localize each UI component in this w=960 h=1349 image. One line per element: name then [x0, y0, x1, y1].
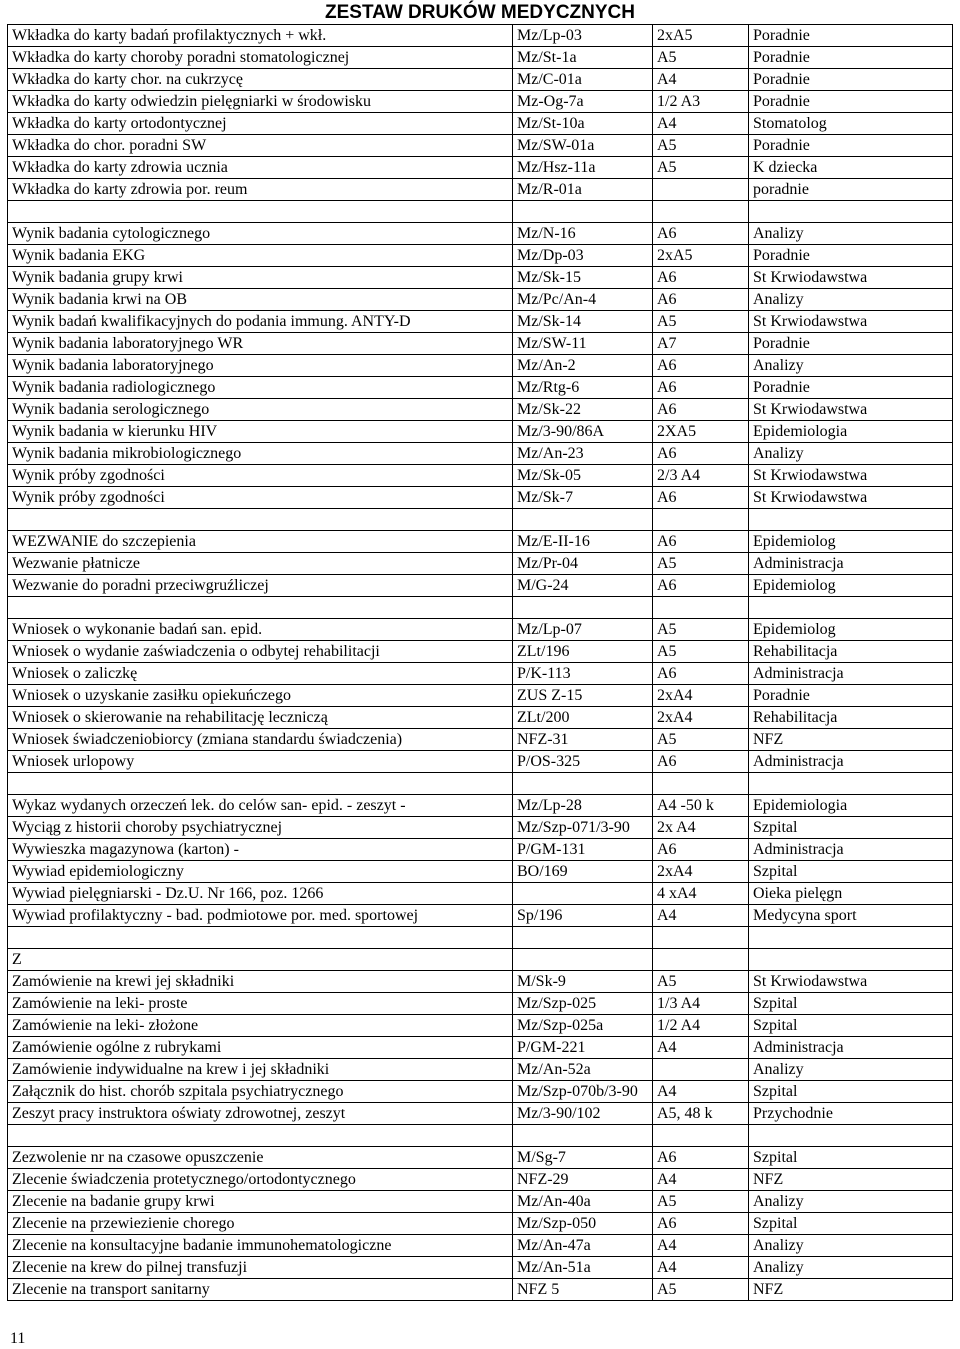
department-cell: Szpital — [749, 1213, 953, 1235]
paper-format-cell: A6 — [653, 487, 749, 509]
department-cell — [749, 1125, 953, 1147]
form-name-cell: Zezwolenie nr na czasowe opuszczenie — [8, 1147, 513, 1169]
form-name-cell — [8, 773, 513, 795]
paper-format-cell: 2xA4 — [653, 861, 749, 883]
table-row — [8, 509, 953, 531]
paper-format-cell: A6 — [653, 267, 749, 289]
paper-format-cell: A6 — [653, 839, 749, 861]
department-cell: Analizy — [749, 1235, 953, 1257]
form-name-cell — [8, 597, 513, 619]
department-cell: Administracja — [749, 1037, 953, 1059]
table-row — [8, 289, 953, 311]
department-cell: Poradnie — [749, 91, 953, 113]
form-name-cell: Wynik badania laboratoryjnego — [8, 355, 513, 377]
table-row — [8, 465, 953, 487]
table-row — [8, 685, 953, 707]
form-code-cell: Mz/SW-11 — [513, 333, 653, 355]
paper-format-cell — [653, 597, 749, 619]
form-code-cell: Mz/An-47a — [513, 1235, 653, 1257]
paper-format-cell — [653, 1059, 749, 1081]
department-cell: Szpital — [749, 993, 953, 1015]
paper-format-cell — [653, 1125, 749, 1147]
table-row — [8, 861, 953, 883]
form-code-cell: Mz/Rtg-6 — [513, 377, 653, 399]
department-cell: St Krwiodawstwa — [749, 399, 953, 421]
form-name-cell: Wynik badania w kierunku HIV — [8, 421, 513, 443]
form-name-cell: Wkładka do karty ortodontycznej — [8, 113, 513, 135]
department-cell: Szpital — [749, 817, 953, 839]
paper-format-cell: 2xA5 — [653, 245, 749, 267]
form-code-cell: NFZ-29 — [513, 1169, 653, 1191]
department-cell: Oieka pielęgn — [749, 883, 953, 905]
department-cell: NFZ — [749, 1279, 953, 1301]
form-code-cell: Mz/E-II-16 — [513, 531, 653, 553]
form-code-cell: Mz/Lp-07 — [513, 619, 653, 641]
table-row — [8, 201, 953, 223]
table-row — [8, 1235, 953, 1257]
form-name-cell: Zeszyt pracy instruktora oświaty zdrowotnej, zeszyt — [8, 1103, 513, 1125]
form-name-cell: Wywiad pielęgniarski - Dz.U. Nr 166, poz. 1266 — [8, 883, 513, 905]
form-name-cell: Wkładka do karty odwiedzin pielęgniarki w środowisku — [8, 91, 513, 113]
table-row — [8, 1147, 953, 1169]
department-cell: Epidemiolog — [749, 531, 953, 553]
form-code-cell: Mz/Lp-28 — [513, 795, 653, 817]
form-name-cell: Wniosek świadczeniobiorcy (zmiana standardu świadczenia) — [8, 729, 513, 751]
table-row — [8, 399, 953, 421]
form-name-cell: Wniosek o wykonanie badań san. epid. — [8, 619, 513, 641]
form-code-cell: M/Sk-9 — [513, 971, 653, 993]
table-row — [8, 135, 953, 157]
form-code-cell — [513, 949, 653, 971]
form-name-cell: Wynik badań kwalifikacyjnych do podania immung. ANTY-D — [8, 311, 513, 333]
form-name-cell — [8, 509, 513, 531]
paper-format-cell — [653, 773, 749, 795]
form-code-cell: Mz/C-01a — [513, 69, 653, 91]
paper-format-cell: A4 — [653, 1257, 749, 1279]
department-cell: Poradnie — [749, 47, 953, 69]
form-code-cell: Mz/Dp-03 — [513, 245, 653, 267]
department-cell: St Krwiodawstwa — [749, 487, 953, 509]
table-row — [8, 751, 953, 773]
paper-format-cell: 2/3 A4 — [653, 465, 749, 487]
form-code-cell — [513, 201, 653, 223]
paper-format-cell: A4 — [653, 1037, 749, 1059]
form-code-cell: M/G-24 — [513, 575, 653, 597]
table-row — [8, 69, 953, 91]
form-name-cell: Zamówienie ogólne z rubrykami — [8, 1037, 513, 1059]
department-cell — [749, 597, 953, 619]
table-row — [8, 839, 953, 861]
table-row — [8, 971, 953, 993]
paper-format-cell: A6 — [653, 751, 749, 773]
form-code-cell — [513, 883, 653, 905]
table-row — [8, 1081, 953, 1103]
table-row — [8, 905, 953, 927]
department-cell: Poradnie — [749, 245, 953, 267]
department-cell: Szpital — [749, 1081, 953, 1103]
paper-format-cell: A5 — [653, 971, 749, 993]
paper-format-cell: 1/2 A4 — [653, 1015, 749, 1037]
form-name-cell — [8, 201, 513, 223]
department-cell: Szpital — [749, 861, 953, 883]
form-name-cell: Wynik badania EKG — [8, 245, 513, 267]
form-name-cell: Wniosek o skierowanie na rehabilitację leczniczą — [8, 707, 513, 729]
form-name-cell: Wkładka do karty chor. na cukrzycę — [8, 69, 513, 91]
department-cell: K dziecka — [749, 157, 953, 179]
form-code-cell: Mz/Hsz-11a — [513, 157, 653, 179]
table-row — [8, 773, 953, 795]
department-cell: St Krwiodawstwa — [749, 311, 953, 333]
form-name-cell: Wynik badania serologicznego — [8, 399, 513, 421]
form-name-cell: Wynik próby zgodności — [8, 487, 513, 509]
department-cell: Epidemiologia — [749, 795, 953, 817]
form-code-cell: NFZ 5 — [513, 1279, 653, 1301]
form-name-cell: Wynik badania krwi na OB — [8, 289, 513, 311]
paper-format-cell: A5 — [653, 157, 749, 179]
table-row — [8, 553, 953, 575]
paper-format-cell: A6 — [653, 377, 749, 399]
department-cell: Epidemiolog — [749, 619, 953, 641]
table-row — [8, 377, 953, 399]
form-code-cell: P/K-113 — [513, 663, 653, 685]
form-code-cell: ZLt/200 — [513, 707, 653, 729]
form-code-cell: Mz/Sk-15 — [513, 267, 653, 289]
paper-format-cell: A4 — [653, 1169, 749, 1191]
form-code-cell — [513, 1125, 653, 1147]
department-cell: Poradnie — [749, 135, 953, 157]
table-row — [8, 311, 953, 333]
department-cell: St Krwiodawstwa — [749, 267, 953, 289]
table-row — [8, 1125, 953, 1147]
paper-format-cell: A4 — [653, 1081, 749, 1103]
paper-format-cell: A5 — [653, 47, 749, 69]
department-cell — [749, 509, 953, 531]
form-code-cell: Mz/An-52a — [513, 1059, 653, 1081]
form-code-cell: Mz/Sk-22 — [513, 399, 653, 421]
paper-format-cell: 2xA4 — [653, 685, 749, 707]
department-cell: St Krwiodawstwa — [749, 971, 953, 993]
form-name-cell: Zlecenie na konsultacyjne badanie immunohematologiczne — [8, 1235, 513, 1257]
form-name-cell: Zamówienie indywidualne na krew i jej składniki — [8, 1059, 513, 1081]
form-code-cell — [513, 509, 653, 531]
department-cell: Analizy — [749, 355, 953, 377]
department-cell — [749, 773, 953, 795]
paper-format-cell: 1/3 A4 — [653, 993, 749, 1015]
form-code-cell: Mz/An-40a — [513, 1191, 653, 1213]
form-name-cell: Wywiad profilaktyczny - bad. podmiotowe por. med. sportowej — [8, 905, 513, 927]
form-code-cell: Mz/N-16 — [513, 223, 653, 245]
paper-format-cell: A6 — [653, 355, 749, 377]
paper-format-cell: A6 — [653, 1147, 749, 1169]
department-cell: Rehabilitacja — [749, 707, 953, 729]
table-row — [8, 531, 953, 553]
paper-format-cell: A4 — [653, 113, 749, 135]
table-row — [8, 355, 953, 377]
paper-format-cell: 2xA5 — [653, 25, 749, 47]
form-code-cell: BO/169 — [513, 861, 653, 883]
form-code-cell: Mz/Sk-7 — [513, 487, 653, 509]
paper-format-cell: A5 — [653, 135, 749, 157]
department-cell: Stomatolog — [749, 113, 953, 135]
form-code-cell — [513, 773, 653, 795]
form-name-cell: Wniosek o zaliczkę — [8, 663, 513, 685]
form-name-cell: Wniosek o wydanie zaświadczenia o odbytej rehabilitacji — [8, 641, 513, 663]
paper-format-cell: A7 — [653, 333, 749, 355]
table-row — [8, 223, 953, 245]
department-cell: Poradnie — [749, 333, 953, 355]
form-code-cell: Mz/St-10a — [513, 113, 653, 135]
department-cell: Przychodnie — [749, 1103, 953, 1125]
table-row — [8, 795, 953, 817]
paper-format-cell: 2xA4 — [653, 707, 749, 729]
table-row — [8, 179, 953, 201]
paper-format-cell: A4 — [653, 1235, 749, 1257]
table-row — [8, 113, 953, 135]
form-code-cell: Mz/An-2 — [513, 355, 653, 377]
table-row — [8, 333, 953, 355]
form-code-cell: Mz/R-01a — [513, 179, 653, 201]
paper-format-cell: A6 — [653, 663, 749, 685]
page-number: 11 — [10, 1330, 26, 1347]
department-cell: St Krwiodawstwa — [749, 465, 953, 487]
form-name-cell: Wkładka do karty zdrowia ucznia — [8, 157, 513, 179]
form-code-cell: Mz/Szp-050 — [513, 1213, 653, 1235]
form-code-cell: Mz/Szp-071/3-90 — [513, 817, 653, 839]
table-row — [8, 421, 953, 443]
form-code-cell: P/OS-325 — [513, 751, 653, 773]
table-row — [8, 729, 953, 751]
department-cell: Epidemiolog — [749, 575, 953, 597]
table-row — [8, 25, 953, 47]
paper-format-cell — [653, 927, 749, 949]
paper-format-cell: A6 — [653, 575, 749, 597]
form-name-cell: Wywieszka magazynowa (karton) - — [8, 839, 513, 861]
form-code-cell: Mz/Sk-05 — [513, 465, 653, 487]
form-code-cell: P/GM-131 — [513, 839, 653, 861]
form-code-cell: Mz/St-1a — [513, 47, 653, 69]
form-code-cell: Mz-Og-7a — [513, 91, 653, 113]
paper-format-cell: A5 — [653, 1279, 749, 1301]
department-cell: Analizy — [749, 289, 953, 311]
paper-format-cell: 4 xA4 — [653, 883, 749, 905]
paper-format-cell: A6 — [653, 531, 749, 553]
table-row — [8, 1059, 953, 1081]
form-name-cell: Wyciąg z historii choroby psychiatrycznej — [8, 817, 513, 839]
form-name-cell: Zlecenie na przewiezienie chorego — [8, 1213, 513, 1235]
table-row — [8, 47, 953, 69]
form-code-cell: ZUS Z-15 — [513, 685, 653, 707]
department-cell — [749, 927, 953, 949]
department-cell — [749, 201, 953, 223]
paper-format-cell — [653, 509, 749, 531]
table-row — [8, 883, 953, 905]
form-code-cell: Mz/Pc/An-4 — [513, 289, 653, 311]
table-row — [8, 267, 953, 289]
form-code-cell: Mz/Pr-04 — [513, 553, 653, 575]
department-cell: Analizy — [749, 1191, 953, 1213]
form-name-cell — [8, 1125, 513, 1147]
form-name-cell: Wkładka do karty zdrowia por. reum — [8, 179, 513, 201]
form-name-cell: Z — [8, 949, 513, 971]
form-name-cell: Wezwanie płatnicze — [8, 553, 513, 575]
table-row — [8, 443, 953, 465]
form-name-cell: Załącznik do hist. chorób szpitala psychiatrycznego — [8, 1081, 513, 1103]
paper-format-cell: A5 — [653, 619, 749, 641]
paper-format-cell: A5 — [653, 553, 749, 575]
paper-format-cell: A6 — [653, 223, 749, 245]
form-name-cell: Wywiad epidemiologiczny — [8, 861, 513, 883]
paper-format-cell: A6 — [653, 289, 749, 311]
form-code-cell: Mz/Szp-025 — [513, 993, 653, 1015]
department-cell: Analizy — [749, 1257, 953, 1279]
table-row — [8, 91, 953, 113]
form-name-cell: Wynik badania laboratoryjnego WR — [8, 333, 513, 355]
form-code-cell: Mz/Sk-14 — [513, 311, 653, 333]
paper-format-cell: A5 — [653, 1191, 749, 1213]
form-code-cell: Mz/Lp-03 — [513, 25, 653, 47]
department-cell: Medycyna sport — [749, 905, 953, 927]
form-code-cell: Mz/SW-01a — [513, 135, 653, 157]
paper-format-cell: A5 — [653, 311, 749, 333]
table-row — [8, 1191, 953, 1213]
table-row — [8, 1103, 953, 1125]
table-row — [8, 245, 953, 267]
table-row — [8, 1257, 953, 1279]
department-cell: Poradnie — [749, 69, 953, 91]
paper-format-cell: 2XA5 — [653, 421, 749, 443]
table-row — [8, 1037, 953, 1059]
department-cell: Administracja — [749, 751, 953, 773]
department-cell: Poradnie — [749, 25, 953, 47]
paper-format-cell: A6 — [653, 1213, 749, 1235]
table-row — [8, 817, 953, 839]
form-name-cell: Wkładka do karty badań profilaktycznych + wkł. — [8, 25, 513, 47]
form-code-cell: Sp/196 — [513, 905, 653, 927]
form-name-cell: Wykaz wydanych orzeczeń lek. do celów san- epid. - zeszyt - — [8, 795, 513, 817]
department-cell: Analizy — [749, 223, 953, 245]
form-name-cell: Zlecenie świadczenia protetycznego/ortodontycznego — [8, 1169, 513, 1191]
form-code-cell: Mz/Szp-070b/3-90 — [513, 1081, 653, 1103]
form-name-cell: Wynik badania grupy krwi — [8, 267, 513, 289]
department-cell: Analizy — [749, 1059, 953, 1081]
department-cell: NFZ — [749, 729, 953, 751]
form-code-cell — [513, 927, 653, 949]
form-name-cell: Wniosek o uzyskanie zasiłku opiekuńczego — [8, 685, 513, 707]
form-code-cell: Mz/Szp-025a — [513, 1015, 653, 1037]
paper-format-cell: A4 — [653, 69, 749, 91]
form-code-cell: NFZ-31 — [513, 729, 653, 751]
form-code-cell: Mz/An-51a — [513, 1257, 653, 1279]
table-row — [8, 1279, 953, 1301]
form-name-cell: Wkładka do chor. poradni SW — [8, 135, 513, 157]
table-row — [8, 663, 953, 685]
form-name-cell: Wkładka do karty choroby poradni stomatologicznej — [8, 47, 513, 69]
department-cell: poradnie — [749, 179, 953, 201]
table-row — [8, 575, 953, 597]
form-code-cell: ZLt/196 — [513, 641, 653, 663]
form-code-cell: Mz/An-23 — [513, 443, 653, 465]
forms-table — [7, 24, 953, 1301]
department-cell: NFZ — [749, 1169, 953, 1191]
paper-format-cell: 1/2 A3 — [653, 91, 749, 113]
paper-format-cell: A6 — [653, 443, 749, 465]
form-name-cell: Wynik badania mikrobiologicznego — [8, 443, 513, 465]
table-row — [8, 1169, 953, 1191]
department-cell: Rehabilitacja — [749, 641, 953, 663]
table-row — [8, 1213, 953, 1235]
paper-format-cell: A5, 48 k — [653, 1103, 749, 1125]
form-name-cell: Wynik próby zgodności — [8, 465, 513, 487]
paper-format-cell: A4 — [653, 905, 749, 927]
form-name-cell: Zlecenie na badanie grupy krwi — [8, 1191, 513, 1213]
department-cell: Szpital — [749, 1015, 953, 1037]
page-title: ZESTAW DRUKÓW MEDYCZNYCH — [325, 2, 635, 23]
table-row — [8, 1015, 953, 1037]
form-name-cell: Zamówienie na krewi jej składniki — [8, 971, 513, 993]
form-code-cell: Mz/3-90/102 — [513, 1103, 653, 1125]
department-cell: Poradnie — [749, 685, 953, 707]
paper-format-cell: 2x A4 — [653, 817, 749, 839]
paper-format-cell: A5 — [653, 641, 749, 663]
table-row — [8, 641, 953, 663]
form-code-cell: M/Sg-7 — [513, 1147, 653, 1169]
form-name-cell: Wynik badania radiologicznego — [8, 377, 513, 399]
table-row — [8, 993, 953, 1015]
form-name-cell: WEZWANIE do szczepienia — [8, 531, 513, 553]
form-name-cell: Zamówienie na leki- złożone — [8, 1015, 513, 1037]
form-name-cell: Wynik badania cytologicznego — [8, 223, 513, 245]
paper-format-cell: A5 — [653, 729, 749, 751]
department-cell: Administracja — [749, 553, 953, 575]
table-row — [8, 487, 953, 509]
table-row — [8, 597, 953, 619]
table-row — [8, 619, 953, 641]
form-name-cell — [8, 927, 513, 949]
form-name-cell: Zamówienie na leki- proste — [8, 993, 513, 1015]
department-cell: Administracja — [749, 839, 953, 861]
table-row — [8, 927, 953, 949]
department-cell: Szpital — [749, 1147, 953, 1169]
form-code-cell — [513, 597, 653, 619]
department-cell: Analizy — [749, 443, 953, 465]
department-cell — [749, 949, 953, 971]
paper-format-cell — [653, 179, 749, 201]
table-row — [8, 949, 953, 971]
table-row — [8, 707, 953, 729]
form-name-cell: Wniosek urlopowy — [8, 751, 513, 773]
paper-format-cell — [653, 201, 749, 223]
paper-format-cell — [653, 949, 749, 971]
form-name-cell: Zlecenie na transport sanitarny — [8, 1279, 513, 1301]
forms-table-body — [8, 25, 953, 1301]
paper-format-cell: A4 -50 k — [653, 795, 749, 817]
department-cell: Poradnie — [749, 377, 953, 399]
form-code-cell: P/GM-221 — [513, 1037, 653, 1059]
form-code-cell: Mz/3-90/86A — [513, 421, 653, 443]
form-name-cell: Zlecenie na krew do pilnej transfuzji — [8, 1257, 513, 1279]
paper-format-cell: A6 — [653, 399, 749, 421]
department-cell: Epidemiologia — [749, 421, 953, 443]
form-name-cell: Wezwanie do poradni przeciwgruźliczej — [8, 575, 513, 597]
table-row — [8, 157, 953, 179]
department-cell: Administracja — [749, 663, 953, 685]
